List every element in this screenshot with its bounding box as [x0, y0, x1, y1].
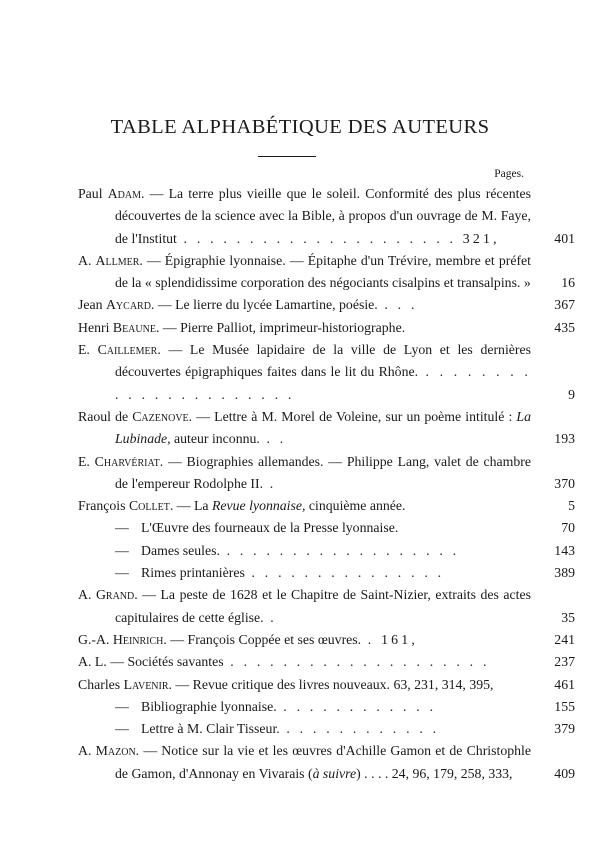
- dot-leader: . . . . . . . . . . . .: [279, 721, 440, 737]
- index-entry: [78, 740, 575, 785]
- entry-text: — La peste de 1628 et le Chapitre de Saint-Nizier, extraits des actes capitulaires de cette église.: [115, 587, 531, 625]
- page-number: 409: [554, 765, 575, 781]
- author-first-name: A.: [78, 252, 92, 268]
- entry-text: Rimes printanières: [141, 565, 245, 581]
- page-number: 241: [554, 631, 575, 647]
- author-surname: Beaune.: [112, 319, 160, 335]
- dot-leader: . . . . . . . . . . . . . . . . . . . .: [223, 654, 490, 670]
- entry-text: Lettre à M. Clair Tisseur.: [141, 721, 280, 737]
- entry-text: — Épigraphie lyonnaise. — Épitaphe d'un Trévire, membre et préfet de la « splendidissime corporation des négociants cisalpins et transalpins. »: [115, 252, 531, 291]
- page-number: 143: [554, 542, 575, 558]
- index-entry: [78, 629, 575, 651]
- page-number: 35: [561, 609, 575, 625]
- author-first-name: G.-A.: [78, 631, 110, 647]
- entry-italic-title: La Lubinade,: [115, 408, 531, 447]
- page-number: 16: [561, 275, 575, 291]
- page-number: 9: [568, 386, 575, 402]
- index-subentry: [78, 517, 575, 539]
- dot-leader: . . . . . . . . . . . . . . . . . . . . . 321,: [176, 230, 500, 246]
- index-subentry: [78, 540, 575, 562]
- entry-text: — Sociétés savantes: [106, 654, 224, 670]
- author-first-name: A.: [78, 654, 92, 670]
- entry-text: — La terre plus vieille que le soleil. Conformité des plus récentes découvertes de la science avec la Bible, à propos d'un ouvrage de M. Faye, de l'Institut: [115, 186, 531, 246]
- index-entry: [78, 495, 575, 517]
- author-surname: Lavenir.: [123, 676, 172, 692]
- ditto-dash: —: [115, 520, 129, 536]
- ditto-dash: —: [115, 542, 129, 558]
- entry-text: — Notice sur la vie et les œuvres d'Achille Gamon et de Christophle de Gamon, d'Annonay en Vivarais (: [115, 743, 531, 781]
- entry-text-continued: cinquième année.: [305, 498, 406, 514]
- dot-leader: .: [263, 475, 277, 491]
- ditto-dash: —: [115, 698, 129, 714]
- index-entry: [78, 294, 575, 316]
- author-first-name: Charles: [78, 676, 121, 692]
- ditto-dash: —: [115, 721, 129, 737]
- page-number: 389: [554, 565, 575, 581]
- dot-leader: .: [263, 609, 277, 625]
- author-surname: Caillemer.: [97, 342, 161, 358]
- dot-leader: . . . . . . . . . . . .: [276, 698, 437, 714]
- dot-leader: . 161,: [361, 631, 419, 647]
- index-subentry: [78, 718, 575, 740]
- entry-text: — Revue critique des livres nouveaux. 63, 231, 314, 395,: [171, 676, 494, 692]
- page-number: 5: [568, 498, 575, 514]
- author-first-name: A.: [78, 743, 92, 759]
- entry-text: L'Œuvre des fourneaux de la Presse lyonnaise.: [141, 520, 399, 536]
- entry-text: — La: [173, 498, 212, 514]
- author-surname: Mazon.: [95, 743, 140, 759]
- pages-column-heading: Pages.: [494, 168, 524, 180]
- author-surname: Heinrich.: [112, 631, 167, 647]
- author-first-name: Henri: [78, 319, 110, 335]
- index-entry: [78, 651, 575, 673]
- dot-leader: . . . . . . . . . . . . . . . . . .: [219, 542, 460, 558]
- author-surname: Allmer.: [95, 252, 143, 268]
- index-subentry: [78, 696, 575, 718]
- index-entry: [78, 406, 575, 451]
- entry-italic-title: Revue lyonnaise,: [211, 498, 306, 514]
- entry-text: Dames seules.: [141, 542, 220, 558]
- entry-italic-title: à suivre: [312, 765, 357, 781]
- page-number: 193: [554, 431, 575, 447]
- page-number: 370: [554, 475, 575, 491]
- title-rule: [258, 156, 316, 157]
- dot-leader: . . . . . . . . . . . . . . .: [244, 565, 445, 581]
- page-title: TABLE ALPHABÉTIQUE DES AUTEURS: [110, 116, 490, 138]
- entry-text: Bibliographie lyonnaise.: [141, 698, 277, 714]
- page-number: 435: [554, 319, 575, 335]
- entry-text: — Pierre Palliot, imprimeur-historiographe.: [159, 319, 406, 335]
- page-number: 155: [554, 698, 575, 714]
- page-number: 461: [554, 676, 575, 692]
- author-surname: L.: [94, 654, 107, 670]
- author-surname: Cazenove.: [132, 408, 193, 424]
- dot-leader: . . . . . . . . . . . . . . . . . . . . . .: [115, 364, 531, 402]
- author-surname: Grand.: [95, 587, 138, 603]
- entry-text: — Lettre à M. Morel de Voleine, sur un poème intitulé :: [192, 408, 517, 424]
- entry-text: — Biographies allemandes. — Philippe Lang, valet de chambre de l'empereur Rodolphe II.: [115, 453, 532, 491]
- index-entry: [78, 250, 575, 295]
- dot-leader: . .: [259, 431, 287, 447]
- author-index: [78, 183, 575, 785]
- author-surname: Adam.: [107, 186, 145, 201]
- index-subentry: [78, 562, 575, 584]
- index-entry: [78, 674, 575, 696]
- dot-leader: . . .: [377, 297, 418, 313]
- page-number: 70: [561, 520, 575, 536]
- author-first-name: Paul: [78, 186, 103, 201]
- index-entry: [78, 451, 575, 496]
- index-entry: [78, 339, 575, 406]
- page-number: 367: [554, 297, 575, 313]
- page-number: 379: [554, 721, 575, 737]
- author-first-name: Jean: [78, 297, 103, 313]
- entry-text-continued: ) . . . . 24, 96, 179, 258, 333,: [356, 765, 513, 781]
- index-entry: [78, 584, 575, 629]
- index-entry: [78, 183, 575, 250]
- page-number: 237: [554, 654, 575, 670]
- page-number: 401: [554, 230, 575, 246]
- author-surname: Charvériat.: [94, 453, 164, 469]
- author-first-name: A.: [78, 587, 92, 603]
- entry-text: — François Coppée et ses œuvres.: [166, 631, 362, 647]
- ditto-dash: —: [115, 565, 129, 581]
- index-entry: [78, 317, 575, 339]
- entry-text-continued: auteur inconnu.: [170, 431, 260, 447]
- entry-text: — Le lierre du lycée Lamartine, poésie.: [154, 297, 378, 313]
- author-surname: Collet.: [128, 498, 174, 514]
- author-first-name: E.: [78, 342, 90, 358]
- entry-text: — Le Musée lapidaire de la ville de Lyon et les dernières découvertes épigraphiques faites dans le lit du Rhône.: [115, 342, 532, 380]
- author-first-name: Raoul de: [78, 408, 129, 424]
- author-surname: Aycard.: [105, 297, 155, 313]
- author-first-name: François: [78, 498, 126, 514]
- author-first-name: E.: [78, 453, 90, 469]
